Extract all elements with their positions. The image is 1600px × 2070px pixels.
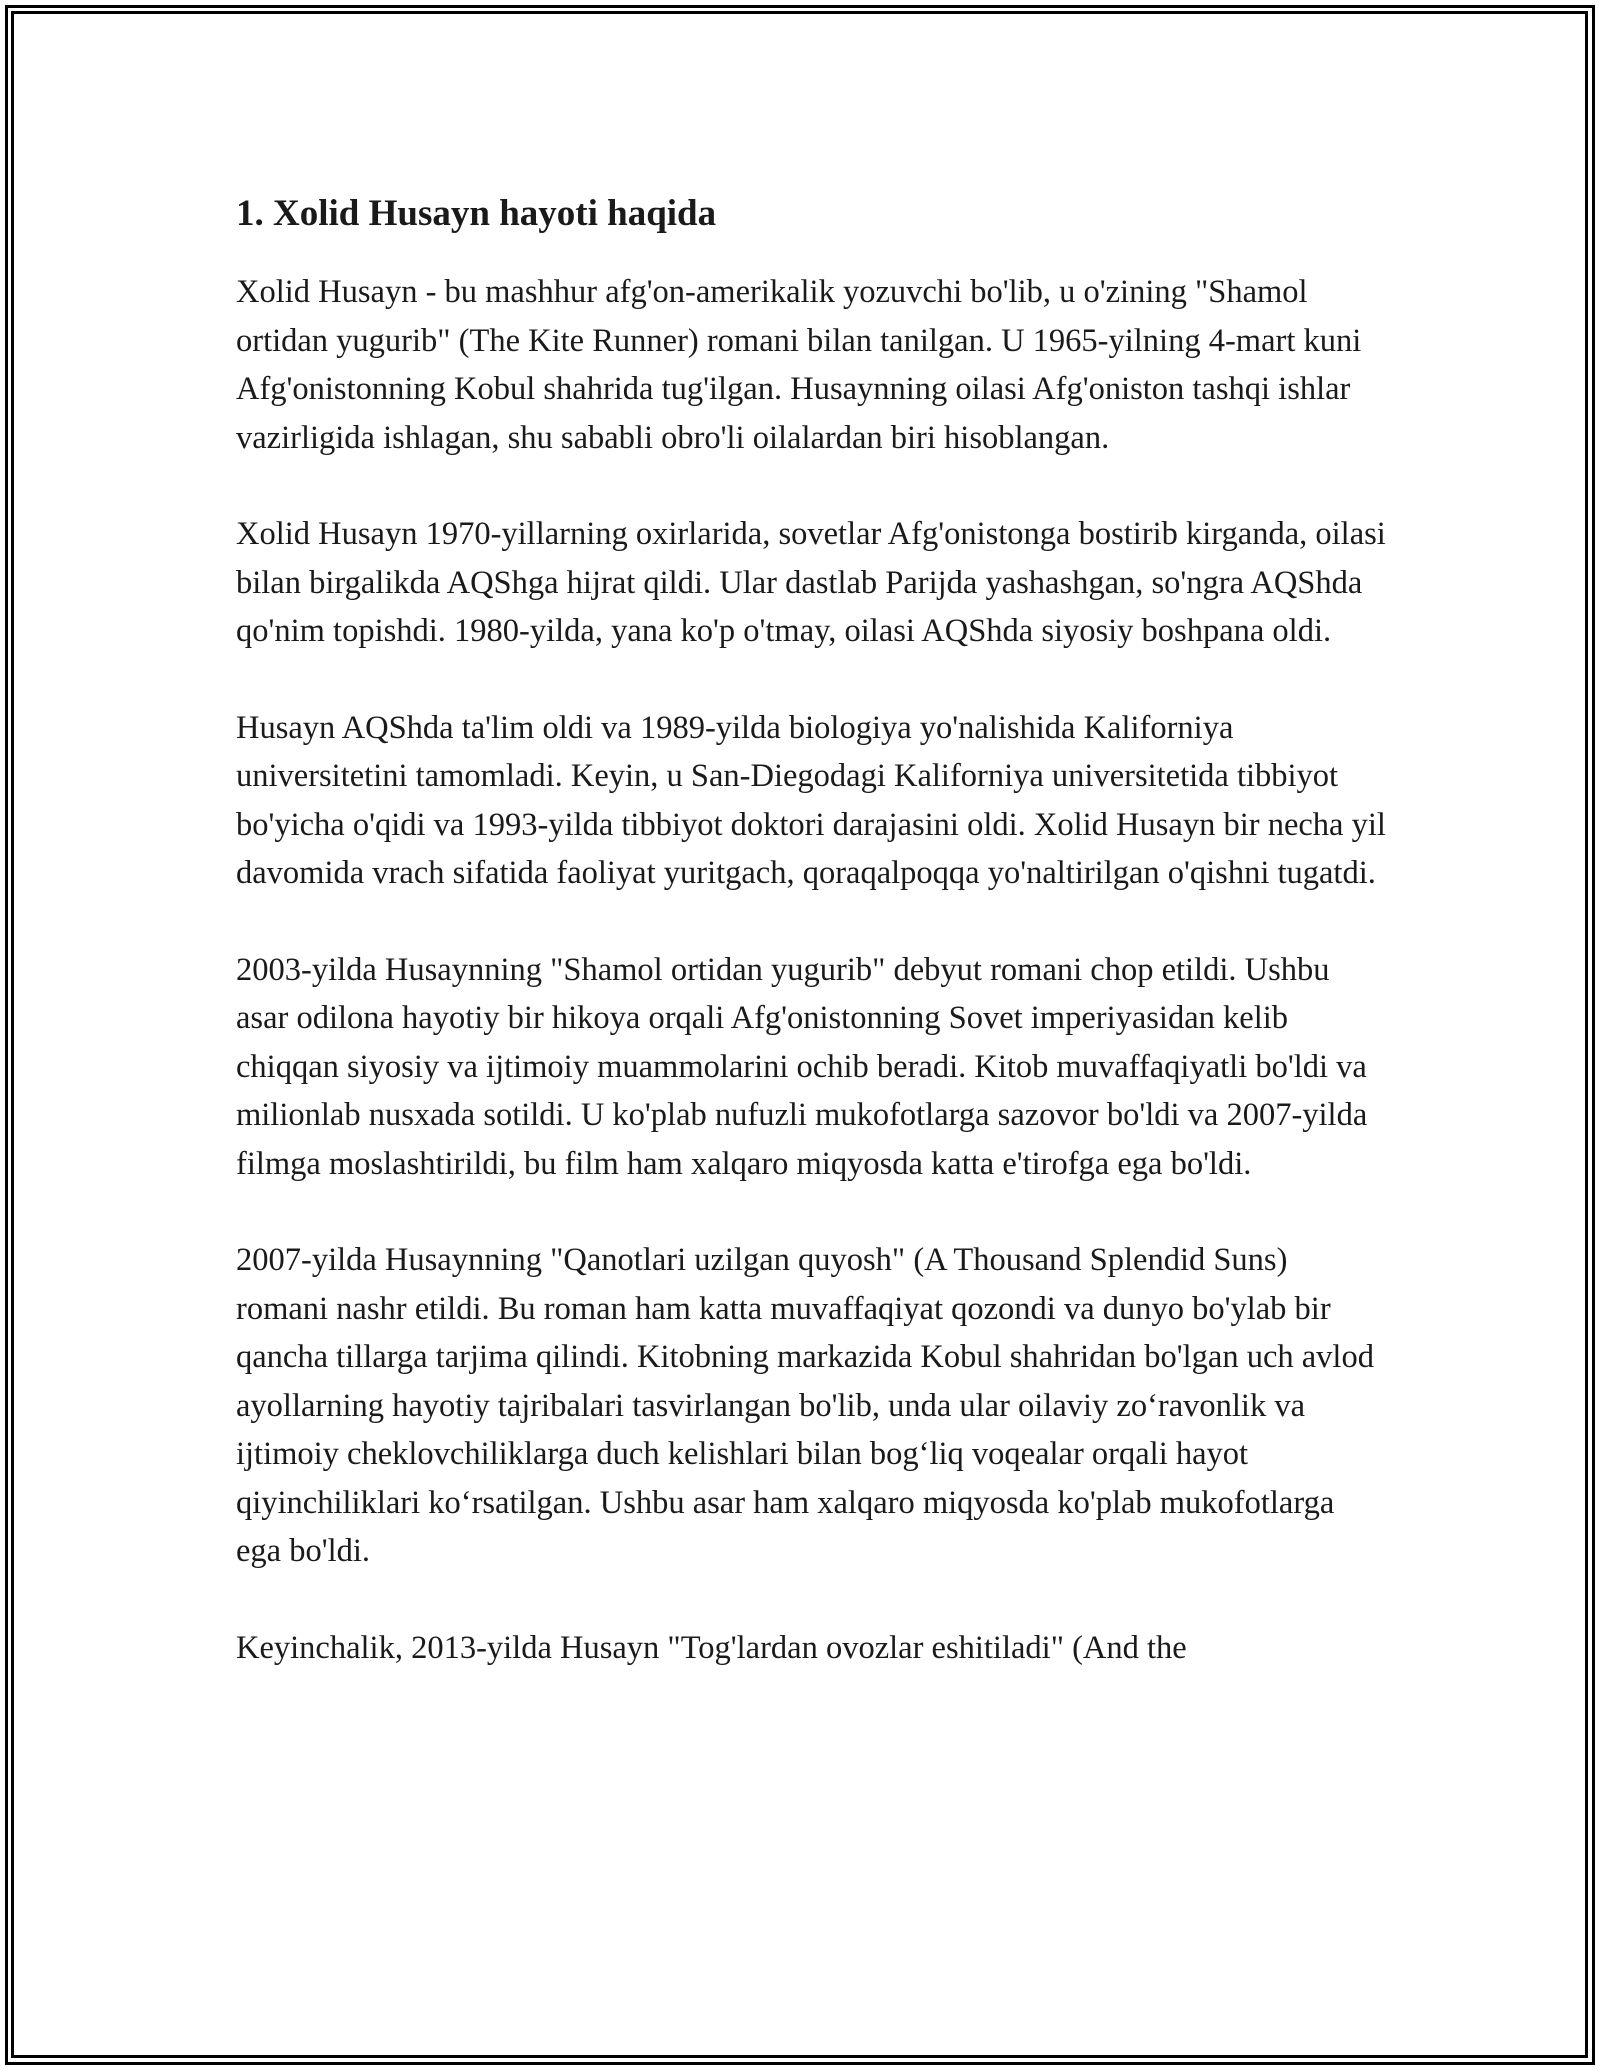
paragraph-5: 2007-yilda Husaynning "Qanotlari uzilgan quyosh" (A Thousand Splendid Suns) romani nashr etildi. Bu roman ham katta muvaffaqiyat qozondi va dunyo bo'ylab bir qancha tillarga tarjima qilindi. Kitobning markazida Kobul shahridan bo'lgan uch avlod ayollarning hayotiy tajribalari tasvirlangan bo'lib, unda ular oilaviy zo‘ravonlik va ijtimoiy cheklovchiliklarga duch kelishlari bilan bog‘liq voqealar orqali hayot qiyinchiliklari ko‘rsatilgan. Ushbu asar ham xalqaro miqyosda ko'plab mukofotlarga ega bo'ldi. xyxy=(236,1242,1374,1569)
paragraph-3: Husayn AQShda ta'lim oldi va 1989-yilda biologiya yo'nalishida Kaliforniya universitetini tamomladi. Keyin, u San-Diegodagi Kaliforniya universitetida tibbiyot bo'yicha o'qidi va 1993-yilda tibbiyot doktori darajasini oldi. Xolid Husayn bir necha yil davomida vrach sifatida faoliyat yuritgach, qoraqalpoqqa yo'naltirilgan o'qishni tugatdi. xyxy=(236,709,1386,891)
paragraph-4: 2003-yilda Husaynning "Shamol ortidan yugurib" debyut romani chop etildi. Ushbu asar odilona hayotiy bir hikoya orqali Afg'onistonning Sovet imperiyasidan kelib chiqqan siyosiy va ijtimoiy muammolarini ochib beradi. Kitob muvaffaqiyatli bo'ldi va milionlab nusxada sotildi. U ko'plab nufuzli mukofotlarga sazovor bo'ldi va 2007-yilda filmga moslashtirildi, bu film ham xalqaro miqyosda katta e'tirofga ega bo'ldi. xyxy=(236,951,1368,1182)
paragraph-2: Xolid Husayn 1970-yillarning oxirlarida, sovetlar Afg'onistonga bostirib kirganda, oilasi bilan birgalikda AQShga hijrat qildi. Ular dastlab Parijda yashashgan, so'ngra AQShda qo'nim topishdi. 1980-yilda, yana ko'p o'tmay, oilasi AQShda siyosiy boshpana oldi. xyxy=(236,516,1386,649)
section-heading: 1. Xolid Husayn hayoti haqida xyxy=(236,193,717,234)
paragraph-6: Keyinchalik, 2013-yilda Husayn "Tog'lardan ovozlar eshitiladi" (And the xyxy=(236,1629,1187,1666)
paragraph-1: Xolid Husayn - bu mashhur afg'on-amerikalik yozuvchi bo'lib, u o'zining "Shamol ortidan yugurib" (The Kite Runner) romani bilan tanilgan. U 1965-yilning 4-mart kuni Afg'onistonning Kobul shahrida tug'ilgan. Husaynning oilasi Afg'oniston tashqi ishlar vazirligida ishlagan, shu sababli obro'li oilalardan biri hisoblangan. xyxy=(236,274,1362,456)
document-content xyxy=(236,188,1386,1720)
